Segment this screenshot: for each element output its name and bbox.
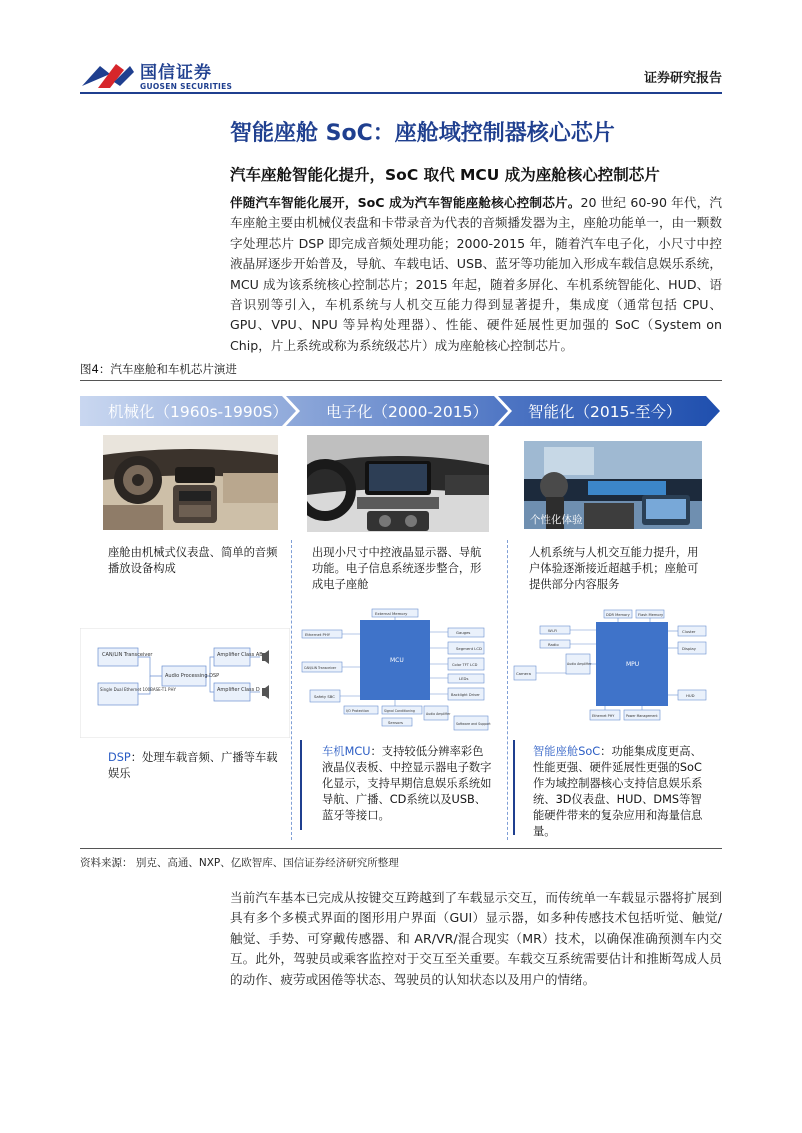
diagram-block: LEDs: [459, 676, 469, 681]
desc-term: DSP: [108, 751, 131, 764]
diagram-block: Power Management: [626, 714, 658, 718]
logo-name-en: GUOSEN SECURITIES: [140, 82, 233, 91]
desc-term: 车机MCU: [322, 745, 371, 758]
diagram-block: I/O Protection: [346, 709, 370, 713]
column-divider: [507, 540, 508, 840]
caption-mechanical: 座舱由机械式仪表盘、简单的音频播放设备构成: [108, 546, 278, 575]
diagram-block: Gauges: [456, 630, 471, 635]
section-subtitle: 汽车座舱智能化提升，SoC 取代 MCU 成为座舱核心控制芯片: [230, 166, 660, 184]
diagram-block: Ethernet PHY: [592, 714, 615, 718]
diagram-block: External Memory: [375, 611, 408, 616]
soc-block-diagram: [510, 606, 710, 736]
diagram-block: Amplifier Class D: [217, 687, 260, 693]
diagram-block: Cluster: [682, 629, 696, 634]
diagram-block: Camera: [516, 671, 531, 676]
diagram-center: MCU: [390, 657, 404, 664]
diagram-block: DDR Memory: [606, 613, 630, 617]
header-divider: [80, 92, 722, 94]
desc-text: ：支持较低分辨率彩色液晶仪表板、中控显示器电子数字化显示，支持早期信息娱乐系统如导航、广播、CD系统以及USB、蓝牙等接口。: [322, 745, 492, 822]
caption-electronic: 出现小尺寸中控液晶显示器、导航功能。电子信息系统逐步整合，形成电子座舱: [312, 546, 482, 591]
diagram-block: Segment LCD: [456, 646, 482, 651]
diagram-block: Safety SBC: [314, 694, 335, 699]
figure-bottom-rule: [80, 848, 722, 849]
section-title: 智能座舱 SoC：座舱域控制器核心芯片: [230, 121, 615, 146]
desc-bracket: [300, 740, 306, 830]
diagram-block: Amplifier Class AB: [217, 652, 263, 658]
diagram-block: Color TFT LCD: [452, 663, 478, 667]
figure-top-rule: [80, 380, 722, 381]
diagram-block: Display: [682, 646, 696, 651]
diagram-block: HUD: [686, 693, 695, 698]
diagram-block: Audio Amplifier: [426, 712, 451, 716]
desc-text: ：处理车载音频、广播等车载娱乐: [108, 751, 278, 780]
column-divider: [291, 540, 292, 840]
diagram-block: Radio: [548, 642, 559, 647]
caption-intelligent: 人机系统与人机交互能力提升，用户体验逐渐接近超越手机；座舱可提供部分内容服务: [529, 546, 699, 591]
desc-term: 智能座舱SoC: [533, 745, 601, 758]
desc-soc: [533, 744, 711, 840]
desc-bracket: [513, 740, 519, 835]
guosen-logo-icon: [80, 60, 136, 90]
diagram-block: Audio Amplifier: [567, 662, 592, 666]
dsp-block-diagram: [80, 628, 290, 738]
report-type-label: 证券研究报告: [643, 71, 722, 86]
era-label-electronic: 电子化（2000-2015）: [326, 403, 488, 421]
mcu-block-diagram: [296, 606, 492, 736]
diagram-block: CAN/LIN Transceiver: [304, 666, 337, 670]
desc-text: ：功能集成度更高、性能更强、硬件延展性更强的SoC作为域控制器核心支持信息娱乐系统、3D仪表盘、HUD、DMS等智能硬件带来的复杂应用和海量信息量。: [533, 745, 703, 838]
era-label-mechanical: 机械化（1960s-1990S）: [108, 403, 288, 421]
paragraph-body: 20 世纪 60-90 年代，汽车座舱主要由机械仪表盘和卡带录音为代表的音频播发器为主，座舱功能单一，由一颗数字处理芯片 DSP 即完成音频处理功能；2000-2015 年，随着汽车电子化，小尺寸中控液晶屏逐步开始普及，导航、车载电话、USB、蓝牙等功能加入形成车载信息娱乐系统，MCU 成为该系统核心控制芯片；2015 年起，随着多屏化、车机系统智能化、HUD、语音识别等引入，车机系统与人机交互能力得到显著提升，集成度（通常包括 CPU、GPU、VPU、NPU 等异构处理器）、性能、硬件延展性更加强的 SoC（System on Chip，片上系统或称为系统级芯片）成为座舱核心控制芯片。: [230, 195, 722, 353]
electronic-cockpit-photo: [307, 435, 489, 532]
diagram-block: Signal Conditioning: [384, 709, 415, 713]
mechanical-dashboard-photo: [103, 435, 278, 530]
desc-dsp: [108, 750, 283, 782]
photo-overlay-label: 个性化体验: [530, 514, 583, 526]
diagram-block: Audio Processing DSP: [165, 673, 220, 679]
diagram-block: Wi-Fi: [548, 628, 558, 633]
diagram-block: Backlight Driver: [451, 693, 480, 697]
figure-source: 资料来源： 别克、高通、NXP、亿欧智库、国信证券经济研究所整理: [80, 857, 399, 869]
diagram-block: Sensors: [388, 720, 403, 725]
paragraph-interaction: 当前汽车基本已完成从按键交互跨越到了车载显示交互，而传统单一车载显示器将扩展到具有多个多模式界面的图形用户界面（GUI）显示器，如多种传感技术包括听觉、触觉/触觉、手势、可穿戴传感器、和 AR/VR/混合现实（MR）技术，以确保准确预测车内交互。此外，驾驶员或乘客监控对于交互至关重要。车载交互系统需要估计和推断驾成人员的动作、疲劳或困倦等状态、驾驶员的认知状态以及用户的情绪。: [230, 890, 722, 987]
diagram-block: Software and Support: [456, 722, 491, 726]
diagram-center: MPU: [626, 661, 640, 668]
diagram-block: Flash Memory: [638, 613, 664, 617]
diagram-block: CAN/LIN Transceiver: [102, 652, 153, 658]
diagram-block: Ethernet PHY: [305, 632, 331, 637]
figure-label: 图4：汽车座舱和车机芯片演进: [80, 362, 237, 376]
logo-name-cn: 国信证券: [140, 63, 212, 83]
desc-mcu: [322, 744, 494, 824]
paragraph-intro: [230, 193, 722, 356]
era-label-intelligent: 智能化（2015-至今）: [528, 403, 682, 421]
diagram-block: Single Dual Ethernet 100BASE-T1 PHY: [100, 687, 176, 692]
paragraph-lead: 伴随汽车智能化展开，SoC 成为汽车智能座舱核心控制芯片。: [230, 195, 581, 210]
